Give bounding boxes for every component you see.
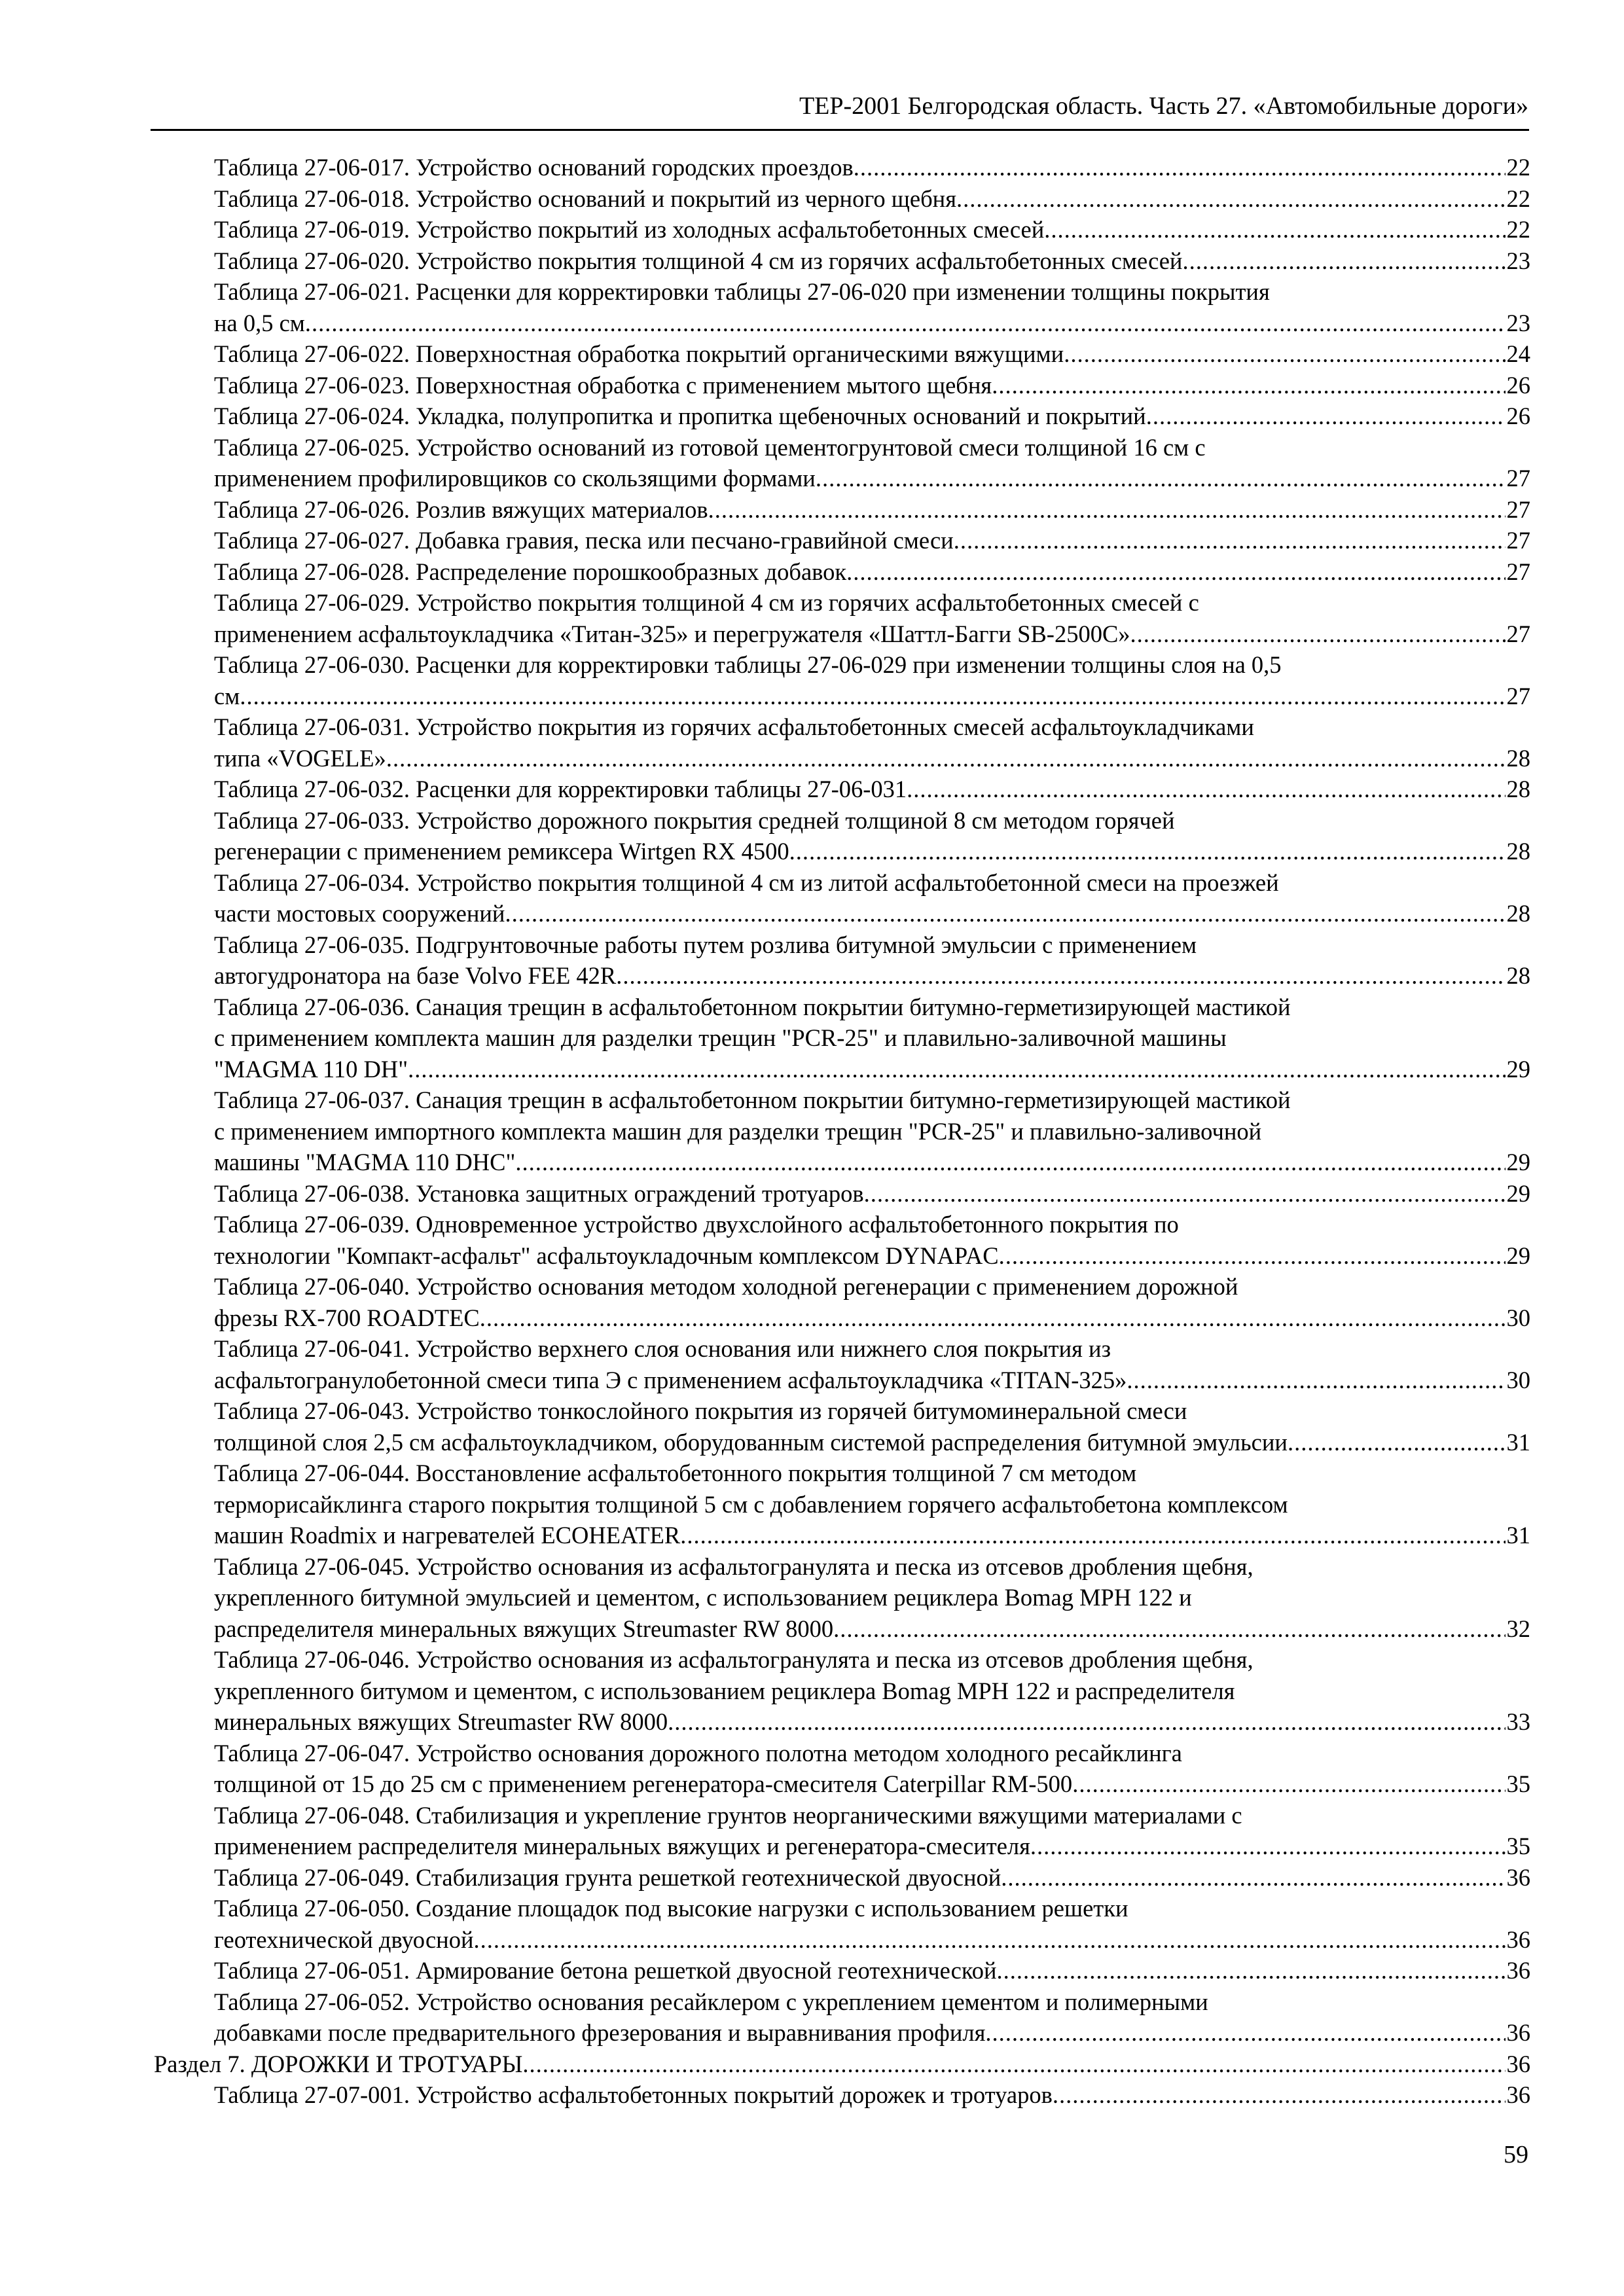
toc-entry-text: см xyxy=(214,682,240,709)
toc-entry[interactable] xyxy=(214,992,1530,1085)
toc-entry-text: Таблица 27-06-048. Стабилизация и укрепление грунтов неорганическими вяжущими материалами с xyxy=(214,1801,1242,1829)
dot-leader xyxy=(1053,2079,1506,2111)
toc-entry[interactable] xyxy=(214,338,1530,370)
dot-leader xyxy=(997,1955,1506,1986)
toc-page-number: 27 xyxy=(1506,527,1530,554)
dot-leader xyxy=(1127,1365,1505,1396)
dot-leader xyxy=(515,1147,1505,1178)
toc-page-number: 28 xyxy=(1506,838,1530,865)
toc-page-number: 27 xyxy=(1506,620,1530,647)
toc-entry-text: Таблица 27-06-052. Устройство основания ресайклером с укреплением цементом и полимерными xyxy=(214,1988,1208,2015)
toc-page-number: 23 xyxy=(1506,309,1530,336)
dot-leader xyxy=(386,743,1506,774)
toc-page-number: 36 xyxy=(1506,2019,1530,2046)
toc-entry[interactable] xyxy=(214,556,1530,588)
toc-page-number: 35 xyxy=(1506,1770,1530,1797)
toc-entry-text: Таблица 27-06-025. Устройство оснований из готовой цементогрунтовой смеси толщиной 16 см с xyxy=(214,433,1206,461)
toc-entry-text: Таблица 27-06-026. Розлив вяжущих материалов xyxy=(214,495,708,523)
toc-entry[interactable] xyxy=(214,587,1530,649)
toc-page-number: 23 xyxy=(1506,247,1530,274)
dot-leader xyxy=(505,898,1505,929)
toc-entry[interactable] xyxy=(214,1271,1530,1333)
toc-page-number: 36 xyxy=(1506,1926,1530,1953)
toc-entry[interactable] xyxy=(214,1955,1530,1986)
dot-leader xyxy=(522,2049,1505,2080)
toc-entry-text: машины "MAGMA 110 DHC" xyxy=(214,1149,516,1175)
toc-entry-text: асфальтогранулобетонной смеси типа Э с применением асфальтоукладчика «TITAN-325» xyxy=(214,1366,1127,1393)
toc-entry[interactable] xyxy=(214,276,1530,338)
toc-entry-text: Таблица 27-06-036. Санация трещин в асфальтобетонном покрытии битумно-герметизирующей мастикой xyxy=(214,993,1291,1020)
toc-page-number: 31 xyxy=(1506,1522,1530,1549)
toc-entry-text: Таблица 27-06-043. Устройство тонкослойного покрытия из горячей битумоминеральной смеси xyxy=(214,1397,1187,1424)
toc-page-number: 29 xyxy=(1506,1055,1530,1083)
dot-leader xyxy=(668,1706,1505,1738)
toc-entry-text: типа «VOGELE» xyxy=(214,744,386,772)
toc-page-number: 28 xyxy=(1506,962,1530,989)
dot-leader xyxy=(1288,1427,1506,1458)
toc-entry-text: с применением комплекта машин для разделки трещин "PCR-25" и плавильно-заливочной машины xyxy=(214,1024,1227,1051)
toc-page-number: 30 xyxy=(1506,1304,1530,1331)
toc-entry[interactable] xyxy=(214,1458,1530,1551)
dot-leader xyxy=(992,370,1505,401)
toc-page-number: 29 xyxy=(1506,1242,1530,1269)
toc-entry[interactable] xyxy=(214,525,1530,556)
toc-entry[interactable] xyxy=(214,1893,1530,1955)
toc-entry-text: Таблица 27-06-030. Расценки для корректировки таблицы 27-06-029 при изменении толщины слоя на 0,5 xyxy=(214,651,1282,678)
dot-leader xyxy=(789,836,1506,867)
toc-entry-text: части мостовых сооружений xyxy=(214,900,505,927)
toc-entry-text: Таблица 27-07-001. Устройство асфальтобетонных покрытий дорожек и тротуаров xyxy=(214,2081,1053,2108)
toc-page-number: 36 xyxy=(1506,1863,1530,1891)
toc-entry[interactable] xyxy=(214,1085,1530,1178)
toc-entry-text: Таблица 27-06-039. Одновременное устройство двухслойного асфальтобетонного покрытия по xyxy=(214,1211,1179,1238)
toc-entry-text: Таблица 27-06-031. Устройство покрытия из горячих асфальтобетонных смесей асфальтоукладчиками xyxy=(214,713,1254,740)
toc-entry-text: Таблица 27-06-021. Расценки для корректировки таблицы 27-06-020 при изменении толщины покрытия xyxy=(214,278,1270,305)
toc-entry[interactable] xyxy=(214,183,1530,215)
toc-section-entry[interactable] xyxy=(154,2049,1530,2080)
toc-page-number: 33 xyxy=(1506,1708,1530,1735)
toc-entry-text: Таблица 27-06-046. Устройство основания из асфальтогранулята и песка из отсевов дробления щебня, xyxy=(214,1646,1254,1673)
toc-page-number: 36 xyxy=(1506,2050,1530,2077)
toc-entry[interactable] xyxy=(214,370,1530,401)
toc-entry-text: Таблица 27-06-038. Установка защитных ограждений тротуаров xyxy=(214,1179,864,1207)
toc-entry[interactable] xyxy=(214,805,1530,867)
toc-page-number: 27 xyxy=(1506,682,1530,709)
toc-entry-text: Таблица 27-06-035. Подгрунтовочные работы путем розлива битумной эмульсии с применением xyxy=(214,931,1197,958)
toc-entry[interactable] xyxy=(214,152,1530,183)
dot-leader xyxy=(907,774,1505,805)
toc-entry[interactable] xyxy=(214,1395,1530,1458)
dot-leader xyxy=(956,183,1506,215)
toc-page-number: 32 xyxy=(1506,1615,1530,1642)
toc-page-number: 36 xyxy=(1506,1957,1530,1984)
toc-entry-text: "MAGMA 110 DH" xyxy=(214,1055,408,1083)
toc-entry[interactable] xyxy=(214,214,1530,245)
toc-page-number: 36 xyxy=(1506,2081,1530,2108)
toc-entry-text: Таблица 27-06-047. Устройство основания дорожного полотна методом холодного ресайклинга xyxy=(214,1739,1182,1767)
toc-entry-text: автогудронатора на базе Volvo FEE 42R xyxy=(214,962,617,989)
toc-page-number: 30 xyxy=(1506,1366,1530,1393)
toc-page-number: 29 xyxy=(1506,1179,1530,1207)
dot-leader xyxy=(816,463,1506,494)
dot-leader xyxy=(1044,214,1505,245)
toc-entry-text: Таблица 27-06-037. Санация трещин в асфальтобетонном покрытии битумно-герметизирующей мастикой xyxy=(214,1086,1291,1113)
toc-entry-text: Таблица 27-06-034. Устройство покрытия толщиной 4 см из литой асфальтобетонной смеси на проезжей xyxy=(214,869,1279,896)
toc-entry[interactable] xyxy=(214,1333,1530,1395)
dot-leader xyxy=(1182,245,1505,277)
toc-entry[interactable] xyxy=(214,432,1530,494)
toc-entry-text: регенерации с применением ремиксера Wirtgen RX 4500 xyxy=(214,838,789,865)
toc-entry-text: терморисайклинга старого покрытия толщиной 5 см с добавлением горячего асфальтобетона комплексом xyxy=(214,1490,1288,1518)
dot-leader xyxy=(480,1302,1506,1334)
toc-entry-text: Раздел 7. ДОРОЖКИ И ТРОТУАРЫ xyxy=(154,2050,523,2077)
toc-page-number: 26 xyxy=(1506,371,1530,399)
dot-leader xyxy=(846,556,1505,588)
toc-entry-text: Таблица 27-06-032. Расценки для корректировки таблицы 27-06-031 xyxy=(214,776,907,802)
toc-entry-text: Таблица 27-06-049. Стабилизация грунта решеткой геотехнической двуосной xyxy=(214,1863,1001,1891)
toc-entry-text: Таблица 27-06-051. Армирование бетона решеткой двуосной геотехнической xyxy=(214,1957,997,1984)
toc-entry-text: Таблица 27-06-027. Добавка гравия, песка или песчано-гравийной смеси xyxy=(214,527,954,554)
dot-leader xyxy=(473,1924,1505,1956)
toc-entry-text: минеральных вяжущих Streumaster RW 8000 xyxy=(214,1708,668,1735)
toc-entry[interactable] xyxy=(214,1738,1530,1800)
toc-page-number: 27 xyxy=(1506,558,1530,585)
toc-page-number: 29 xyxy=(1506,1149,1530,1175)
toc-page-number: 28 xyxy=(1506,900,1530,927)
toc-page-number: 26 xyxy=(1506,403,1530,429)
dot-leader xyxy=(1064,338,1505,370)
toc-page-number: 28 xyxy=(1506,776,1530,802)
toc-entry-text: толщиной слоя 2,5 см асфальтоукладчиком, оборудованным системой распределения битумной эмульсии xyxy=(214,1428,1288,1456)
toc-entry-text: Таблица 27-06-018. Устройство оснований и покрытий из черного щебня xyxy=(214,185,956,212)
toc-entry[interactable] xyxy=(214,1209,1530,1271)
toc-entry[interactable] xyxy=(214,245,1530,277)
toc-entry-text: укрепленного битумом и цементом, с использованием рециклера Bomag MPH 122 и распределителя xyxy=(214,1677,1235,1704)
toc-page-number: 35 xyxy=(1506,1833,1530,1859)
toc-entry-text: Таблица 27-06-050. Создание площадок под высокие нагрузки с использованием решетки xyxy=(214,1895,1128,1922)
toc-entry[interactable] xyxy=(214,1800,1530,1862)
toc-entry-text: добавками после предварительного фрезерования и выравнивания профиля xyxy=(214,2019,986,2046)
toc-page-number: 28 xyxy=(1506,744,1530,772)
toc-entry-text: Таблица 27-06-022. Поверхностная обработка покрытий органическими вяжущими xyxy=(214,340,1064,367)
dot-leader xyxy=(240,681,1505,712)
toc-entry-text: Таблица 27-06-017. Устройство оснований городских проездов xyxy=(214,154,854,181)
toc-entry[interactable] xyxy=(214,1986,1530,2049)
dot-leader xyxy=(864,1178,1506,1210)
dot-leader xyxy=(1146,401,1506,432)
toc-page-number: 27 xyxy=(1506,495,1530,523)
toc-entry-text: Таблица 27-06-020. Устройство покрытия толщиной 4 см из горячих асфальтобетонных смесей xyxy=(214,247,1183,274)
toc-entry[interactable] xyxy=(214,711,1530,774)
toc-entry-text: с применением импортного комплекта машин для разделки трещин "PCR-25" и плавильно-заливочной xyxy=(214,1117,1262,1145)
toc-entry-text: распределителя минеральных вяжущих Streumaster RW 8000 xyxy=(214,1615,834,1642)
toc-entry-text: Таблица 27-06-023. Поверхностная обработка с применением мытого щебня xyxy=(214,371,992,399)
toc-entry[interactable] xyxy=(214,1551,1530,1645)
toc-entry-text: Таблица 27-06-028. Распределение порошкообразных добавок xyxy=(214,558,847,585)
toc-entry-text: Таблица 27-06-024. Укладка, полупропитка и пропитка щебеночных оснований и покрытий xyxy=(214,403,1146,429)
toc-page-number: 27 xyxy=(1506,465,1530,492)
toc-entry-text: фрезы RX-700 ROADTEC xyxy=(214,1304,480,1331)
toc-entry[interactable] xyxy=(214,401,1530,432)
toc-entry-text: применением асфальтоукладчика «Титан-325» и перегружателя «Шаттл-Багги SB-2500C» xyxy=(214,620,1130,647)
toc-entry-text: Таблица 27-06-029. Устройство покрытия толщиной 4 см из горячих асфальтобетонных смесей с xyxy=(214,589,1199,616)
dot-leader xyxy=(1030,1831,1506,1862)
toc-entry-text: толщиной от 15 до 25 см с применением регенератора-смесителя Caterpillar RM-500 xyxy=(214,1770,1073,1797)
dot-leader xyxy=(708,494,1506,526)
toc-page-number: 31 xyxy=(1506,1428,1530,1456)
toc-page-number: 22 xyxy=(1506,216,1530,243)
toc-entry[interactable] xyxy=(214,929,1530,992)
toc-entry-text: Таблица 27-06-033. Устройство дорожного покрытия средней толщиной 8 см методом горячей xyxy=(214,806,1175,834)
dot-leader xyxy=(985,2017,1505,2049)
dot-leader xyxy=(833,1613,1505,1645)
toc-entry-text: Таблица 27-06-019. Устройство покрытий из холодных асфальтобетонных смесей xyxy=(214,216,1045,243)
toc-entry[interactable] xyxy=(214,774,1530,805)
toc-entry[interactable] xyxy=(214,494,1530,526)
toc-entry[interactable] xyxy=(214,649,1530,711)
toc-entry-text: машин Roadmix и нагревателей ECOHEATER xyxy=(214,1522,681,1549)
dot-leader xyxy=(616,960,1505,992)
toc-entry[interactable] xyxy=(214,867,1530,929)
dot-leader xyxy=(680,1520,1505,1551)
toc-entry-text: применением распределителя минеральных вяжущих и регенератора-смесителя xyxy=(214,1833,1030,1859)
toc-entry[interactable] xyxy=(214,2079,1530,2111)
toc-entry-text: технологии "Компакт-асфальт" асфальтоукладочным комплексом DYNAPAC xyxy=(214,1242,999,1269)
toc-entry-text: Таблица 27-06-045. Устройство основания из асфальтогранулята и песка из отсевов дробления щебня, xyxy=(214,1552,1254,1580)
toc-entry-text: Таблица 27-06-041. Устройство верхнего слоя основания или нижнего слоя покрытия из xyxy=(214,1335,1111,1362)
dot-leader xyxy=(1130,619,1506,650)
toc-entry[interactable] xyxy=(214,1862,1530,1893)
toc-entry-text: геотехнической двуосной xyxy=(214,1926,474,1953)
dot-leader xyxy=(1001,1862,1505,1893)
page-number: 59 xyxy=(1504,2141,1528,2168)
dot-leader xyxy=(954,525,1506,556)
toc-entry[interactable] xyxy=(214,1644,1530,1738)
running-header: ТЕР-2001 Белгородская область. Часть 27. «Автомобильные дороги» xyxy=(799,92,1528,120)
toc-entry-text: на 0,5 см xyxy=(214,309,305,336)
dot-leader xyxy=(305,308,1506,339)
toc-page-number: 24 xyxy=(1506,340,1530,367)
dot-leader xyxy=(999,1240,1506,1272)
toc-entry-text: Таблица 27-06-044. Восстановление асфальтобетонного покрытия толщиной 7 см методом xyxy=(214,1460,1137,1486)
toc-page-number: 22 xyxy=(1506,185,1530,212)
table-of-contents xyxy=(154,152,1530,2111)
dot-leader xyxy=(1072,1768,1505,1800)
header-divider xyxy=(151,129,1529,131)
toc-page-number: 22 xyxy=(1506,154,1530,181)
dot-leader xyxy=(854,152,1506,183)
dot-leader xyxy=(408,1054,1505,1085)
toc-entry[interactable] xyxy=(214,1178,1530,1210)
toc-entry-text: применением профилировщиков со скользящими формами xyxy=(214,465,816,492)
toc-entry-text: Таблица 27-06-040. Устройство основания методом холодной регенерации с применением дорожной xyxy=(214,1273,1238,1300)
toc-entry-text: укрепленного битумной эмульсией и цементом, с использованием рециклера Bomag MPH 122 и xyxy=(214,1584,1192,1611)
